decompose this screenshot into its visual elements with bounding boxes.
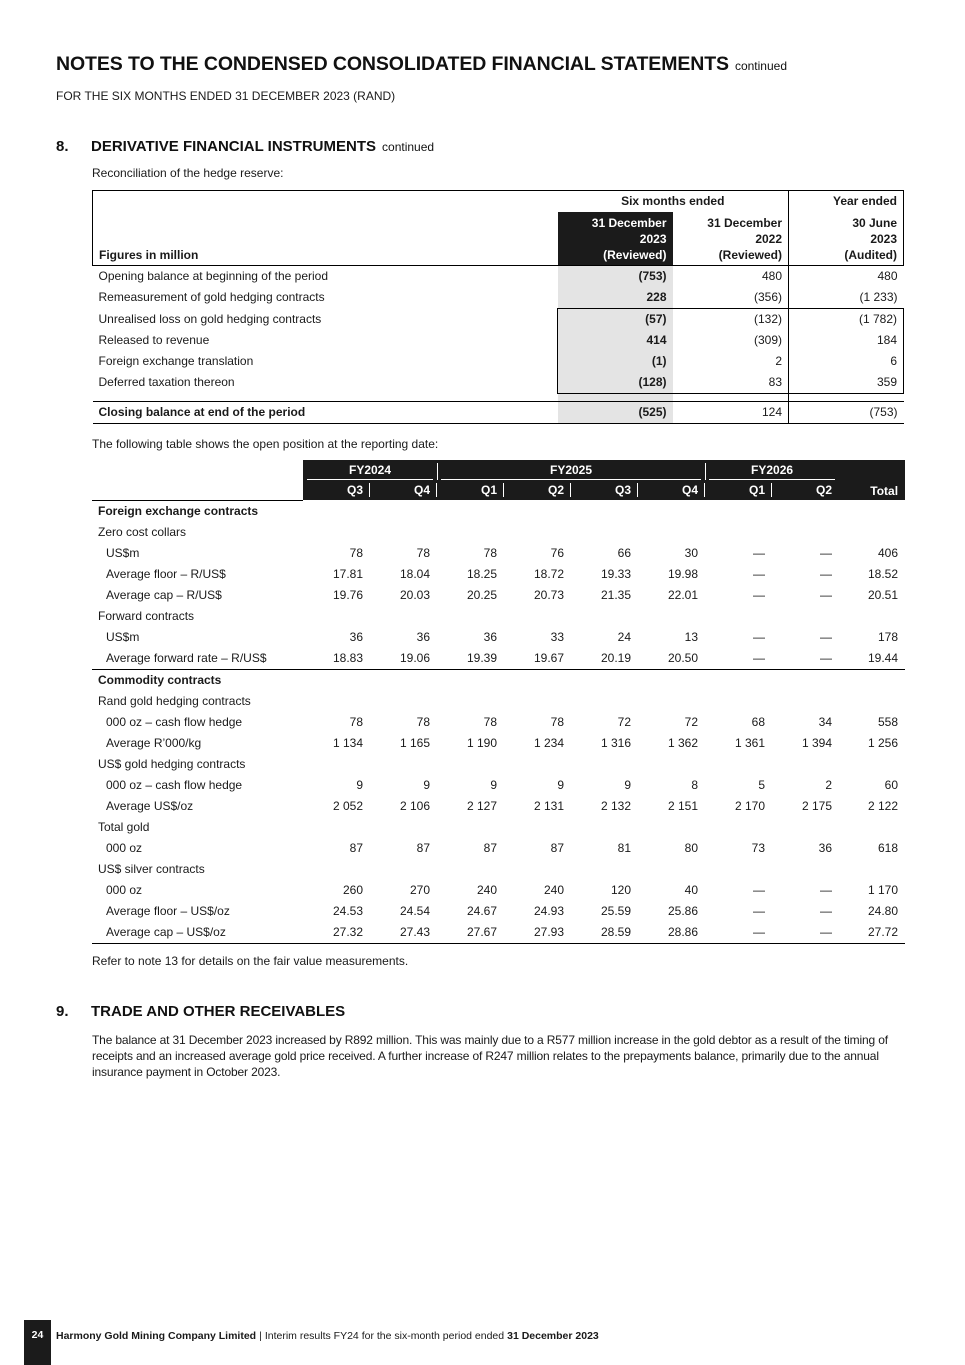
open-position-row (92, 606, 905, 627)
quarter-value: 27.32 (303, 922, 370, 944)
total-value: 178 (878, 629, 899, 644)
footer-separator: | (259, 1330, 262, 1342)
open-position-row-label: 000 oz – cash flow hedge (106, 714, 243, 729)
quarter-value: 2 132 (600, 798, 631, 813)
quarter-value: 240 (476, 882, 497, 897)
quarter-header: Q1 (437, 480, 504, 500)
page-number: 24 (31, 1329, 44, 1341)
quarter-value: 1 361 (735, 735, 766, 750)
column-header-line: 2022 (755, 232, 783, 246)
quarter-value: 1 134 (332, 735, 363, 750)
quarter-value: 36 (416, 629, 430, 644)
quarter-value: — (753, 903, 766, 918)
quarter-value: — (753, 587, 766, 602)
quarter-value: — (820, 903, 833, 918)
quarter-value: 9 (423, 777, 430, 792)
total-value: 1 170 (868, 882, 899, 897)
quarter-value: 120 (610, 882, 631, 897)
column-header-dec-2023 (558, 212, 673, 266)
open-position-row-label: US$ gold hedging contracts (98, 756, 246, 771)
open-position-row (92, 585, 905, 606)
quarter-value: 17.81 (332, 566, 363, 581)
total-value: 1 256 (868, 735, 899, 750)
quarter-value: 1 234 (533, 735, 564, 750)
hedge-reserve-table-header (93, 191, 904, 266)
quarter-value: 20.50 (638, 648, 705, 670)
open-position-row-label: Rand gold hedging contracts (98, 693, 251, 708)
quarter-value: 1 165 (399, 735, 430, 750)
quarter-value: 87 (416, 840, 430, 855)
quarter-value: 36 (818, 840, 833, 855)
hedge-reserve-row (93, 309, 904, 331)
header-row-columns (93, 212, 904, 266)
quarter-value: 18.25 (466, 566, 497, 581)
hedge-reserve-table (92, 190, 904, 424)
open-position-row-label: 000 oz (106, 882, 143, 897)
quarter-value: 66 (617, 545, 631, 560)
quarter-value: 24.93 (533, 903, 564, 918)
quarter-value: 33 (550, 629, 564, 644)
open-position-row-label: Average floor – US$/oz (106, 903, 230, 918)
hedge-reserve-table-body (93, 266, 904, 424)
column-header-line: 30 June (852, 216, 898, 230)
quarter-value: 25.86 (668, 903, 699, 918)
hedge-reserve-row (93, 330, 904, 351)
hedge-reserve-row (93, 266, 904, 288)
column-header-line: (Reviewed) (718, 248, 783, 262)
open-position-row-label: Average floor – R/US$ (106, 566, 226, 581)
open-position-row (92, 669, 905, 691)
row-label: Closing balance at end of the period (93, 402, 558, 424)
open-position-row-label: Zero cost collars (98, 524, 187, 539)
row-value: 2 (775, 354, 783, 368)
quarter-value: 68 (751, 714, 766, 729)
quarter-header: Q2 (504, 480, 571, 500)
fy2026-header: FY2026 (705, 460, 839, 480)
column-header-line: 2023 (870, 232, 898, 246)
quarter-value: — (753, 566, 766, 581)
quarter-value: 78 (550, 714, 564, 729)
open-position-row-label: US$m (106, 629, 140, 644)
section-9-title: TRADE AND OTHER RECEIVABLES (91, 1003, 346, 1020)
quarter-value: 9 (356, 777, 363, 792)
quarter-value: 9 (490, 777, 497, 792)
quarter-value: 1 362 (668, 735, 699, 750)
row-value: 480 (761, 269, 783, 283)
quarter-value: 18.72 (533, 566, 564, 581)
open-position-row-label: US$m (106, 545, 140, 560)
section-8-title-text: DERIVATIVE FINANCIAL INSTRUMENTS (91, 138, 377, 155)
row-value: 414 (558, 330, 673, 351)
quarter-value: 270 (409, 882, 430, 897)
row-value: (128) (558, 372, 673, 394)
quarter-value: 87 (483, 840, 497, 855)
open-position-row-label: 000 oz (106, 840, 143, 855)
quarter-value: — (705, 922, 772, 944)
quarter-value: 87 (550, 840, 564, 855)
quarter-value: 78 (483, 545, 497, 560)
quarter-value: 22.01 (668, 587, 699, 602)
quarter-value: 2 170 (735, 798, 766, 813)
quarter-value: — (753, 545, 766, 560)
quarter-value: — (772, 648, 839, 670)
row-label: Remeasurement of gold hedging contracts (98, 290, 325, 305)
column-header-line: (Reviewed) (603, 248, 667, 262)
quarter-value: 24.67 (466, 903, 497, 918)
total-header: Total (839, 460, 905, 500)
quarter-value: 78 (416, 714, 430, 729)
quarter-value: 87 (349, 840, 363, 855)
row-label: Released to revenue (98, 333, 210, 347)
quarter-value: 21.35 (600, 587, 631, 602)
page-title-suffix: continued (734, 59, 787, 73)
quarter-value: 36 (349, 629, 363, 644)
quarter-value: 19.98 (668, 566, 699, 581)
open-position-row (92, 691, 905, 712)
open-position-row (92, 648, 905, 670)
row-value: (1) (558, 351, 673, 372)
quarter-value: 2 (825, 777, 833, 792)
quarter-value: 19.33 (600, 566, 631, 581)
quarter-value: 27.93 (504, 922, 571, 944)
quarter-value: 76 (550, 545, 564, 560)
spacer-cell (789, 394, 904, 402)
quarter-value: — (753, 629, 766, 644)
open-position-row-label: 000 oz – cash flow hedge (106, 777, 243, 792)
page-title-text: NOTES TO THE CONDENSED CONSOLIDATED FINANCIAL STATEMENTS (56, 53, 729, 75)
total-value: 27.72 (839, 922, 905, 944)
quarter-value: 260 (342, 882, 363, 897)
row-value: 359 (789, 372, 904, 394)
row-value: 83 (673, 372, 789, 394)
footer-text (56, 1330, 599, 1342)
open-position-row (92, 564, 905, 585)
quarter-value: 2 106 (399, 798, 430, 813)
row-value: (1 233) (789, 287, 904, 309)
quarter-value: 72 (684, 714, 699, 729)
quarter-value: 36 (483, 629, 497, 644)
quarter-value: 9 (624, 777, 631, 792)
quarter-value: — (753, 882, 766, 897)
hedge-reserve-row (93, 351, 904, 372)
open-position-row-label: Total gold (98, 819, 150, 834)
open-position-row-label: Average forward rate – R/US$ (92, 648, 303, 670)
total-value: 618 (878, 840, 899, 855)
quarter-value: 9 (557, 777, 564, 792)
quarter-header: Q3 (303, 480, 370, 500)
quarter-value: 78 (416, 545, 430, 560)
quarter-header: Q4 (638, 480, 705, 500)
section-9-number: 9. (56, 1003, 69, 1020)
open-position-row-label: US$ silver contracts (98, 861, 205, 876)
quarter-value: 78 (349, 714, 363, 729)
open-position-row (92, 754, 905, 775)
open-position-row (92, 627, 905, 648)
row-value: (57) (558, 309, 673, 331)
quarter-value: 73 (751, 840, 766, 855)
open-position-row (92, 796, 905, 817)
six-months-ended-header: Six months ended (558, 191, 789, 212)
quarter-value: 27.67 (437, 922, 504, 944)
section-8-number: 8. (56, 138, 69, 155)
row-value: (753) (789, 402, 904, 424)
quarter-value: 2 127 (466, 798, 497, 813)
row-value: (309) (754, 333, 783, 347)
open-position-row (92, 880, 905, 901)
open-position-table (92, 460, 905, 944)
quarter-value: 8 (691, 777, 699, 792)
quarter-value: — (820, 882, 833, 897)
row-label: Opening balance at beginning of the period (98, 269, 329, 283)
open-position-row-label: Average cap – R/US$ (106, 587, 222, 602)
quarter-value: 2 131 (533, 798, 564, 813)
open-position-row (92, 838, 905, 859)
quarter-value: 20.73 (533, 587, 564, 602)
open-position-row (92, 712, 905, 733)
quarter-value: 27.43 (370, 922, 437, 944)
open-position-row-label: Average US$/oz (106, 798, 194, 813)
quarter-value: 2 052 (332, 798, 363, 813)
quarter-value: 19.76 (332, 587, 363, 602)
open-position-row-label: Forward contracts (98, 608, 195, 623)
open-position-intro: The following table shows the open position at the reporting date: (92, 437, 439, 451)
page-title (56, 53, 787, 76)
header-row-fiscal-years (92, 460, 905, 480)
total-value: 406 (878, 545, 899, 560)
column-header-jun-2023 (789, 212, 904, 266)
quarter-value: 24 (617, 629, 631, 644)
page-subtitle: FOR THE SIX MONTHS ENDED 31 DECEMBER 2023 (RAND) (56, 89, 396, 103)
fy2025-header: FY2025 (437, 460, 705, 480)
quarter-value: — (820, 566, 833, 581)
footer-page-tab (24, 1320, 51, 1365)
quarter-value: 20.19 (571, 648, 638, 670)
row-value: 124 (673, 402, 789, 424)
quarter-value: 80 (684, 840, 699, 855)
open-position-row (92, 817, 905, 838)
quarter-value: 13 (684, 629, 699, 644)
open-position-row (92, 500, 905, 522)
spacer-cell (93, 394, 558, 402)
row-value: (132) (673, 309, 789, 331)
quarter-value: — (820, 629, 833, 644)
quarter-value: 2 175 (802, 798, 833, 813)
quarter-value: 2 151 (668, 798, 699, 813)
column-header-line: (Audited) (844, 248, 898, 262)
row-label: Deferred taxation thereon (98, 375, 235, 390)
quarter-value: — (772, 922, 839, 944)
quarter-value: 20.25 (466, 587, 497, 602)
quarter-value: — (705, 648, 772, 670)
total-value: 24.80 (868, 903, 899, 918)
total-value: 19.44 (839, 648, 905, 670)
hedge-reserve-row (93, 287, 904, 309)
row-value: (753) (558, 266, 673, 288)
quarter-value: 28.86 (638, 922, 705, 944)
open-position-row (92, 859, 905, 880)
quarter-value: 18.04 (399, 566, 430, 581)
open-position-row (92, 543, 905, 564)
open-position-row-label: Average cap – US$/oz (92, 922, 303, 944)
quarter-header: Q4 (370, 480, 437, 500)
section-9-paragraph: The balance at 31 December 2023 increased by R892 million. This was mainly due to a R577 million increase in the gold debtor as a result of the timing of receipts and an increased average gold price received. A further increase of R247 million relates to the prepayments balance, primarily due to the annual insurance payment in October 2023. (92, 1033, 888, 1079)
open-position-row (92, 522, 905, 543)
quarter-value: 25.59 (600, 903, 631, 918)
hedge-reserve-row (93, 372, 904, 394)
footer-company: Harmony Gold Mining Company Limited (56, 1330, 257, 1342)
year-ended-header: Year ended (789, 191, 904, 212)
open-position-row-label: Foreign exchange contracts (98, 503, 259, 518)
quarter-value: 78 (483, 714, 497, 729)
spacer-cell (558, 394, 673, 402)
quarter-value: 240 (543, 882, 564, 897)
figures-in-million-header: Figures in million (93, 212, 558, 266)
section-8-title (91, 138, 434, 155)
quarter-value: — (820, 587, 833, 602)
row-value: (356) (754, 290, 783, 304)
open-position-table-header (92, 460, 905, 500)
quarter-value: 1 190 (466, 735, 497, 750)
spacer-row (93, 394, 904, 402)
row-value: (1 782) (789, 309, 904, 331)
quarter-value: 30 (684, 545, 699, 560)
quarter-value: 28.59 (571, 922, 638, 944)
quarter-value: 1 316 (600, 735, 631, 750)
column-header-dec-2022 (673, 212, 789, 266)
quarter-value: 34 (818, 714, 833, 729)
total-value: 18.52 (868, 566, 899, 581)
row-value: 184 (789, 330, 904, 351)
open-position-row (92, 733, 905, 754)
quarter-value: — (820, 545, 833, 560)
row-value: 6 (789, 351, 904, 372)
quarter-header: Q2 (772, 480, 839, 500)
fair-value-note: Refer to note 13 for details on the fair value measurements. (92, 954, 409, 968)
header-blank-cell (93, 191, 558, 212)
total-value: 558 (878, 714, 899, 729)
quarter-value: 19.67 (504, 648, 571, 670)
row-value: (525) (558, 402, 673, 424)
quarter-value: 24.54 (399, 903, 430, 918)
open-position-row-label: Commodity contracts (98, 672, 222, 687)
column-header-line: 2023 (639, 232, 667, 246)
closing-balance-row (93, 402, 904, 424)
total-value: 60 (884, 777, 899, 792)
quarter-value: 18.83 (303, 648, 370, 670)
quarter-value: 81 (617, 840, 631, 855)
quarter-value: 19.06 (370, 648, 437, 670)
spacer-cell (673, 394, 789, 402)
open-position-row (92, 901, 905, 922)
open-position-row (92, 922, 905, 944)
open-position-row (92, 775, 905, 796)
open-position-table-body (92, 500, 905, 943)
header-blank-cell (92, 460, 303, 500)
open-position-row-label: Average R’000/kg (106, 735, 202, 750)
row-label: Unrealised loss on gold hedging contracts (98, 311, 322, 326)
row-label: Foreign exchange translation (98, 354, 254, 368)
section-8-title-suffix: continued (382, 140, 435, 154)
fy2024-header: FY2024 (303, 460, 437, 480)
total-value: 2 122 (868, 798, 899, 813)
quarter-value: 20.03 (399, 587, 430, 602)
column-header-line: 31 December (591, 216, 667, 230)
quarter-value: 5 (758, 777, 766, 792)
quarter-value: 19.39 (437, 648, 504, 670)
row-value: 480 (789, 266, 904, 288)
quarter-value: 1 394 (802, 735, 833, 750)
quarter-value: 72 (617, 714, 631, 729)
total-value: 20.51 (868, 587, 899, 602)
footer-description: Interim results FY24 for the six-month period ended (264, 1330, 505, 1342)
row-value: 228 (558, 287, 673, 309)
quarter-header: Q3 (571, 480, 638, 500)
quarter-value: 78 (349, 545, 363, 560)
footer-date: 31 December 2023 (507, 1330, 599, 1342)
quarter-value: 24.53 (332, 903, 363, 918)
hedge-reserve-intro: Reconciliation of the hedge reserve: (92, 166, 284, 180)
quarter-value: 40 (684, 882, 699, 897)
quarter-header: Q1 (705, 480, 772, 500)
header-row-groups (93, 191, 904, 212)
column-header-line: 31 December (707, 216, 783, 230)
